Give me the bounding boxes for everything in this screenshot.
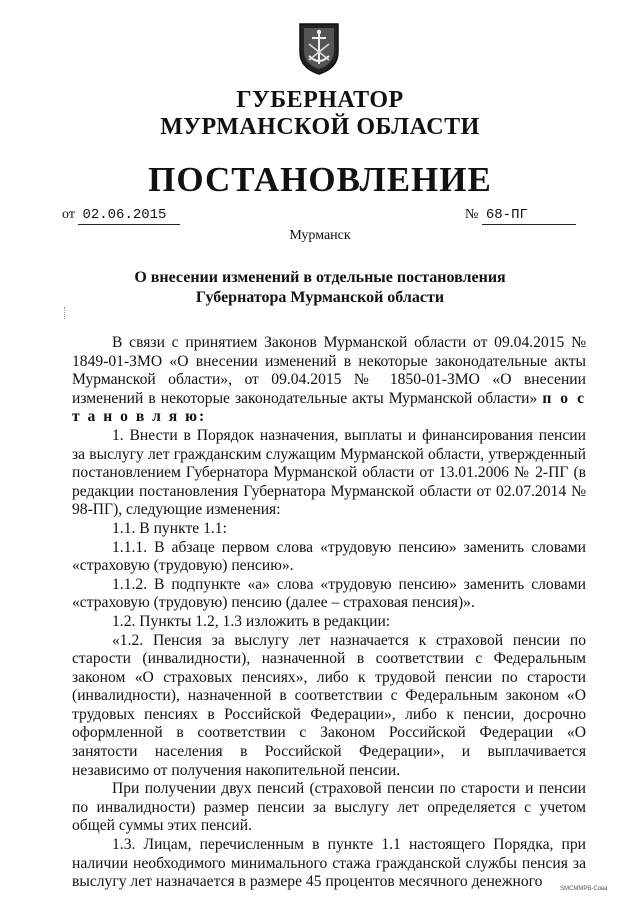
number-prefix: № — [465, 207, 479, 222]
date-value: 02.06.2015 — [78, 206, 180, 225]
document-body — [72, 334, 586, 892]
paragraph-two-pensions: При получении двух пенсий (страховой пенсии по старости и пенсии по инвалидности) размер пенсии за выслугу лет определяется с учетом общей суммы этих пенсий. — [72, 780, 586, 835]
paragraph-item-1-1: 1.1. В пункте 1.1: — [112, 519, 227, 537]
paragraph-item-1-1-1: 1.1.1. В абзаце первом слова «трудовую пенсию» заменить словами «страховую (трудовую) пенсию». — [72, 538, 586, 575]
authority-title-line2: МУРМАНСКОЙ ОБЛАСТИ — [160, 114, 480, 140]
margin-mark — [64, 307, 68, 319]
authority-title-line1: ГУБЕРНАТОР — [236, 87, 404, 113]
number-value: 68-ПГ — [482, 206, 576, 225]
coat-of-arms-icon — [296, 20, 342, 76]
paragraph-item-1-1-2: 1.1.2. В подпункте «а» слова «трудовую пенсию» заменить словами «страховую (трудовую) пенсию (далее – страховая пенсия)». — [72, 575, 586, 612]
paragraph-preamble — [72, 334, 586, 427]
paragraph-quoted-1-3: 1.3. Лицам, перечисленным в пункте 1.1 настоящего Порядка, при наличии необходимого минимального стажа гражданской службы пенсия за выслугу лет назначается в размере 45 процентов месячного денежного — [72, 836, 586, 891]
resolve-word: п о с т а н о в л я ю: — [72, 389, 587, 426]
document-subject: О внесении изменений в отдельные постановления Губернатора Мурманской области — [134, 269, 506, 306]
date-prefix: от — [62, 207, 75, 222]
footer-code: SMCMMPB-Сова — [560, 886, 608, 892]
document-number — [465, 206, 576, 225]
paragraph-item-1-2: 1.2. Пункты 1.2, 1.3 изложить в редакции: — [112, 612, 391, 630]
paragraph-quoted-1-2: «1.2. Пенсия за выслугу лет назначается к страховой пенсии по старости (инвалидности), назначенной в соответствии с Федеральным законом «О страховых пенсиях», либо к трудовой пенсии по старости (инвалидности), назначенной в соответствии с Федеральным законом «О трудовых пенсиях в Российской Федерации», либо к пенсии, досрочно оформленной в соответствии с Законом Российской Федерации «О занятости населения в Российской Федерации», и выплачивается независимо от получения накопительной пенсии. — [72, 631, 586, 779]
document-type-heading: ПОСТАНОВЛЕНИЕ — [148, 160, 492, 199]
document-date — [62, 206, 180, 225]
paragraph-item-1: 1. Внести в Порядок назначения, выплаты и финансирования пенсии за выслугу лет гражданским служащим Мурманской области, утвержденный постановлением Губернатора Мурманской области от 13.01.2006 № 2-ПГ (в редакции постановления Губернатора Мурманской области от 02.07.2014 № 98-ПГ), следующие изменения: — [72, 426, 586, 519]
city-label: Мурманск — [289, 228, 351, 243]
preamble-text: В связи с принятием Законов Мурманской области от 09.04.2015 № 1849-01-ЗМО «О внесении изменений в некоторые законодательные акты Мурманской области», от 09.04.2015 № 1850-01-ЗМО «О внесении изменений в некоторые законодательные акты Мурманской области» — [72, 334, 586, 407]
